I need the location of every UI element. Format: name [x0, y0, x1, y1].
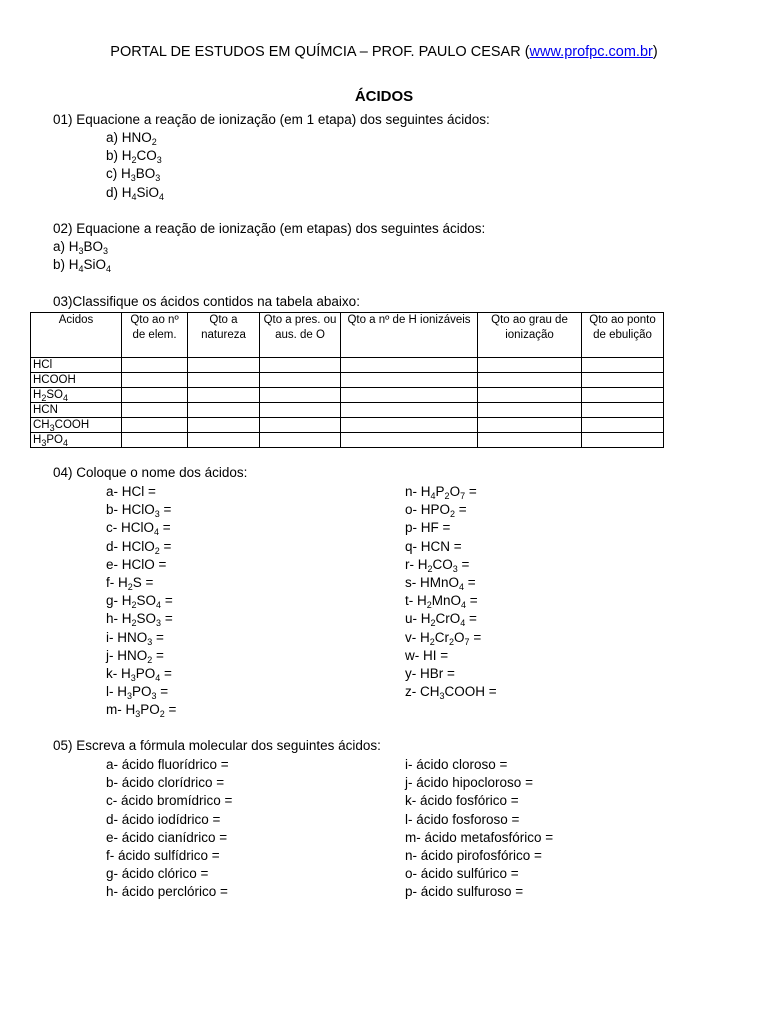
- q4-right-item: z- $CH_3COOH$ =: [405, 684, 497, 702]
- acid-formula-cell: $H_2SO_4$: [31, 388, 122, 403]
- answer-cell[interactable]: [260, 418, 341, 433]
- answer-cell[interactable]: [188, 418, 260, 433]
- q4-right-item: q- HCN =: [405, 538, 462, 554]
- q2-prompt: 02) Equacione a reação de ionização (em etapas) dos seguintes ácidos:: [53, 221, 486, 236]
- q4-right-item: r- $H_2CO_3$ =: [405, 556, 470, 574]
- q4-right-item: v- $H_2Cr_2O_7$ =: [405, 629, 482, 647]
- answer-cell[interactable]: [122, 358, 188, 373]
- q5-prompt: 05) Escreva a fórmula molecular dos seguintes ácidos:: [53, 738, 381, 753]
- q5-right-item: m- ácido metafosfórico =: [405, 829, 554, 845]
- answer-cell[interactable]: [341, 373, 478, 388]
- header-link[interactable]: www.profpc.com.br: [529, 44, 653, 60]
- q5-left-item: c- ácido bromídrico =: [106, 793, 233, 809]
- table-header-cell: Qto ao nº de elem.: [122, 313, 188, 358]
- q4-left-item: k- $H_3PO_4$ =: [106, 666, 172, 683]
- table-row: [31, 358, 664, 373]
- acid-formula-cell: HCOOH: [31, 373, 122, 388]
- table-body: [31, 358, 664, 448]
- answer-cell[interactable]: [341, 403, 478, 418]
- answer-cell[interactable]: [122, 403, 188, 418]
- table-header-cell: Qto ao grau de ionização: [478, 313, 582, 358]
- table-row: [31, 433, 664, 448]
- answer-cell[interactable]: [341, 433, 478, 448]
- table-header-cell: Qto a pres. ou aus. de O: [260, 313, 341, 358]
- answer-cell[interactable]: [478, 433, 582, 448]
- answer-cell[interactable]: [582, 388, 664, 403]
- q3-prompt: 03)Classifique os ácidos contidos na tabela abaixo:: [53, 294, 360, 309]
- answer-cell[interactable]: [582, 418, 664, 433]
- table-row: [31, 403, 664, 418]
- q2-item: a) $H_3BO_3$: [53, 239, 109, 256]
- q4-left-item: i- $HNO_3$ =: [106, 629, 164, 647]
- table-header-cell: Qto ao ponto de ebulição: [582, 313, 664, 358]
- table-header-cell: Acidos: [31, 313, 122, 358]
- q4-left-item: j- $HNO_2$ =: [106, 647, 164, 665]
- acid-formula-cell: HCl: [31, 358, 122, 373]
- q4-left-item: m- $H_3PO_2$ =: [106, 702, 177, 720]
- q1-prompt: 01) Equacione a reação de ionização (em 1 etapa) dos seguintes ácidos:: [53, 112, 490, 127]
- q4-left-item: h- $H_2SO_3$ =: [106, 611, 173, 629]
- q5-right-item: n- ácido pirofosfórico =: [405, 848, 542, 863]
- header-close: ): [652, 44, 658, 60]
- q1-item: d) $H_4SiO_4$: [106, 184, 165, 202]
- answer-cell[interactable]: [582, 358, 664, 373]
- q5-left-item: d- ácido iodídrico =: [106, 811, 221, 827]
- page-header: [0, 44, 768, 60]
- q4-left-item: b- HClO$_3$ =: [106, 502, 172, 520]
- answer-cell[interactable]: [478, 373, 582, 388]
- q4-right-item: y- HBr =: [405, 666, 455, 681]
- answer-cell[interactable]: [341, 388, 478, 403]
- q4-prompt: 04) Coloque o nome dos ácidos:: [53, 465, 248, 480]
- q4-left-item: f- $H_2S$ =: [106, 575, 154, 592]
- q5-right-item: p- ácido sulfuroso =: [405, 884, 524, 900]
- answer-cell[interactable]: [582, 433, 664, 448]
- classification-table: [30, 312, 664, 448]
- answer-cell[interactable]: [341, 358, 478, 373]
- table-header-cell: Qto a nº de H ionizáveis: [341, 313, 478, 358]
- answer-cell[interactable]: [260, 373, 341, 388]
- answer-cell[interactable]: [122, 373, 188, 388]
- q5-left-item: a- ácido fluorídrico =: [106, 757, 229, 772]
- answer-cell[interactable]: [188, 388, 260, 403]
- q5-left-item: b- ácido clorídrico =: [106, 775, 225, 791]
- answer-cell[interactable]: [122, 418, 188, 433]
- answer-cell[interactable]: [122, 433, 188, 448]
- table-row: [31, 418, 664, 433]
- q5-left-item: h- ácido perclórico =: [106, 884, 228, 900]
- q1-item: c) $H_3BO_3$: [106, 166, 161, 184]
- answer-cell[interactable]: [260, 388, 341, 403]
- q4-left-item: c- HClO$_4$ =: [106, 520, 171, 538]
- table-header-cell: Qto a natureza: [188, 313, 260, 358]
- answer-cell[interactable]: [478, 418, 582, 433]
- q4-right-item: p- HF =: [405, 520, 451, 536]
- q5-right-item: o- ácido sulfúrico =: [405, 866, 519, 882]
- q4-right-item: t- $H_2MnO_4$ =: [405, 593, 478, 611]
- answer-cell[interactable]: [260, 358, 341, 373]
- q5-left-item: g- ácido clórico =: [106, 866, 209, 882]
- answer-cell[interactable]: [188, 373, 260, 388]
- q4-left-item: e- HClO =: [106, 556, 167, 572]
- q5-right-item: l- ácido fosforoso =: [405, 811, 520, 827]
- answer-cell[interactable]: [122, 388, 188, 403]
- q4-right-item: w- HI =: [405, 647, 449, 663]
- header-text: PORTAL DE ESTUDOS EM QUÍMCIA – PROF. PAULO CESAR (: [110, 44, 530, 60]
- q5-right-item: j- ácido hipocloroso =: [405, 775, 533, 791]
- q4-left-item: g- $H_2SO_4$ =: [106, 593, 173, 611]
- answer-cell[interactable]: [582, 403, 664, 418]
- page-title: ÁCIDOS: [354, 88, 414, 105]
- q4-left-item: a- HCl =: [106, 484, 156, 499]
- q1-item: a) $HNO_2$: [106, 130, 157, 147]
- acid-formula-cell: $CH_3COOH$: [31, 418, 122, 433]
- answer-cell[interactable]: [478, 388, 582, 403]
- q4-right-item: o- $HPO_2$ =: [405, 502, 467, 520]
- acid-formula-cell: HCN: [31, 403, 122, 418]
- q2-item: b) $H_4SiO_4$: [53, 257, 112, 275]
- q5-left-item: e- ácido cianídrico =: [106, 829, 228, 845]
- q4-left-item: l- $H_3PO_3$ =: [106, 684, 169, 702]
- acid-formula-cell: $H_3PO_4$: [31, 433, 122, 448]
- answer-cell[interactable]: [188, 358, 260, 373]
- answer-cell[interactable]: [260, 433, 341, 448]
- answer-cell[interactable]: [188, 433, 260, 448]
- q4-right-item: u- $H_2CrO_4$ =: [405, 611, 477, 629]
- q5-right-item: i- ácido cloroso =: [405, 757, 508, 772]
- answer-cell[interactable]: [582, 373, 664, 388]
- q4-left-item: d- HClO$_2$ =: [106, 538, 172, 556]
- answer-cell[interactable]: [478, 358, 582, 373]
- answer-cell[interactable]: [188, 403, 260, 418]
- q5-right-item: k- ácido fosfórico =: [405, 793, 519, 809]
- answer-cell[interactable]: [478, 403, 582, 418]
- answer-cell[interactable]: [341, 418, 478, 433]
- q4-right-item: s- HMnO$_4$ =: [405, 575, 476, 592]
- table-row: [31, 373, 664, 388]
- table-row: [31, 388, 664, 403]
- answer-cell[interactable]: [260, 403, 341, 418]
- q5-left-item: f- ácido sulfídrico =: [106, 848, 220, 863]
- q1-item: b) $H_2CO_3$: [106, 148, 162, 166]
- q4-right-item: n- $H_4P_2O_7$ =: [405, 484, 477, 501]
- table-header-row: [31, 313, 664, 358]
